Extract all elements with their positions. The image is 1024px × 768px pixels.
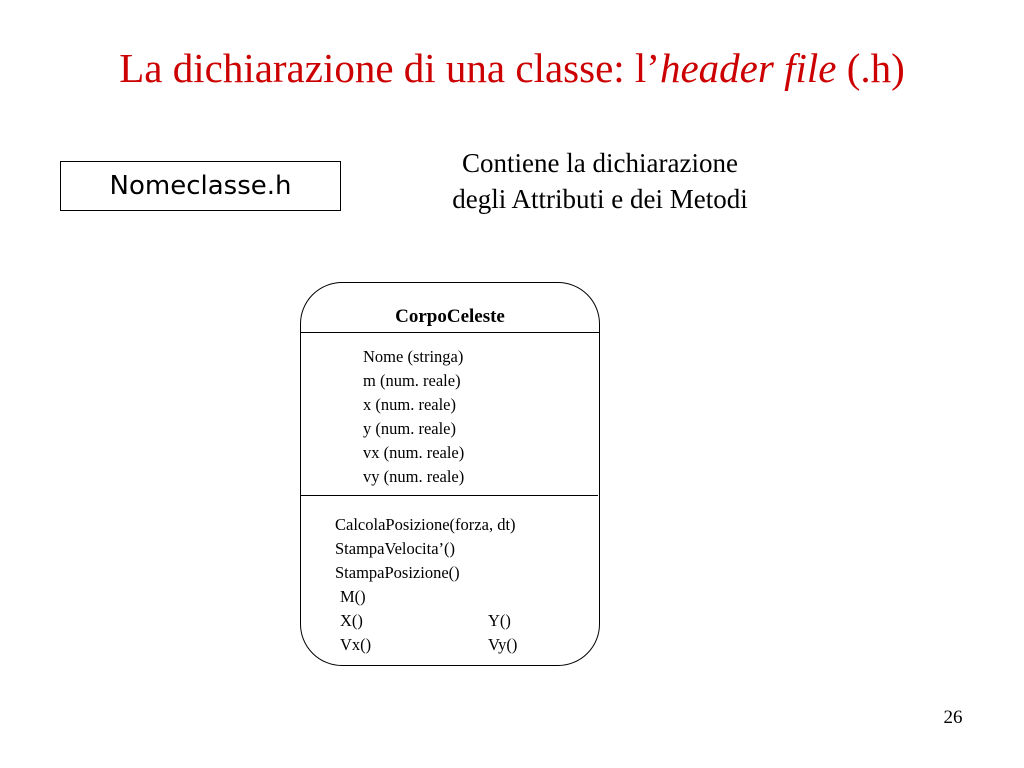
method-item: CalcolaPosizione(forza, dt) — [335, 515, 516, 534]
title-part-3: (.h) — [836, 45, 905, 91]
attribute-item: Nome (stringa) — [363, 347, 464, 366]
attributes-divider — [301, 495, 598, 496]
title-part-2-italic: header file — [659, 45, 837, 91]
attribute-item: y (num. reale) — [363, 419, 456, 438]
slide-title — [0, 42, 1024, 94]
page-number: 26 — [943, 707, 963, 728]
attribute-item: x (num. reale) — [363, 395, 456, 414]
attribute-item: vx (num. reale) — [363, 443, 465, 462]
method-item: Y() — [488, 611, 511, 630]
description-line-1: Contiene la dichiarazione — [462, 148, 738, 178]
method-list — [335, 513, 516, 657]
header-file-box — [60, 161, 341, 211]
description-line-2: degli Attributi e dei Metodi — [452, 184, 748, 214]
method-item: StampaPosizione() — [335, 563, 460, 582]
class-name-divider — [301, 332, 600, 333]
title-part-1: La dichiarazione di una classe: l’ — [119, 45, 660, 91]
method-item: StampaVelocita’() — [335, 539, 456, 558]
method-item: X() — [340, 611, 363, 630]
header-file-label: Nomeclasse.h — [109, 171, 292, 201]
description-text — [390, 145, 810, 217]
method-item: Vy() — [488, 635, 518, 654]
class-name: CorpoCeleste — [395, 306, 505, 327]
method-item: Vx() — [340, 635, 372, 654]
class-diagram — [300, 282, 600, 666]
attribute-item: vy (num. reale) — [363, 467, 465, 486]
attribute-list — [363, 345, 464, 489]
method-item: M() — [340, 587, 366, 606]
attribute-item: m (num. reale) — [363, 371, 461, 390]
